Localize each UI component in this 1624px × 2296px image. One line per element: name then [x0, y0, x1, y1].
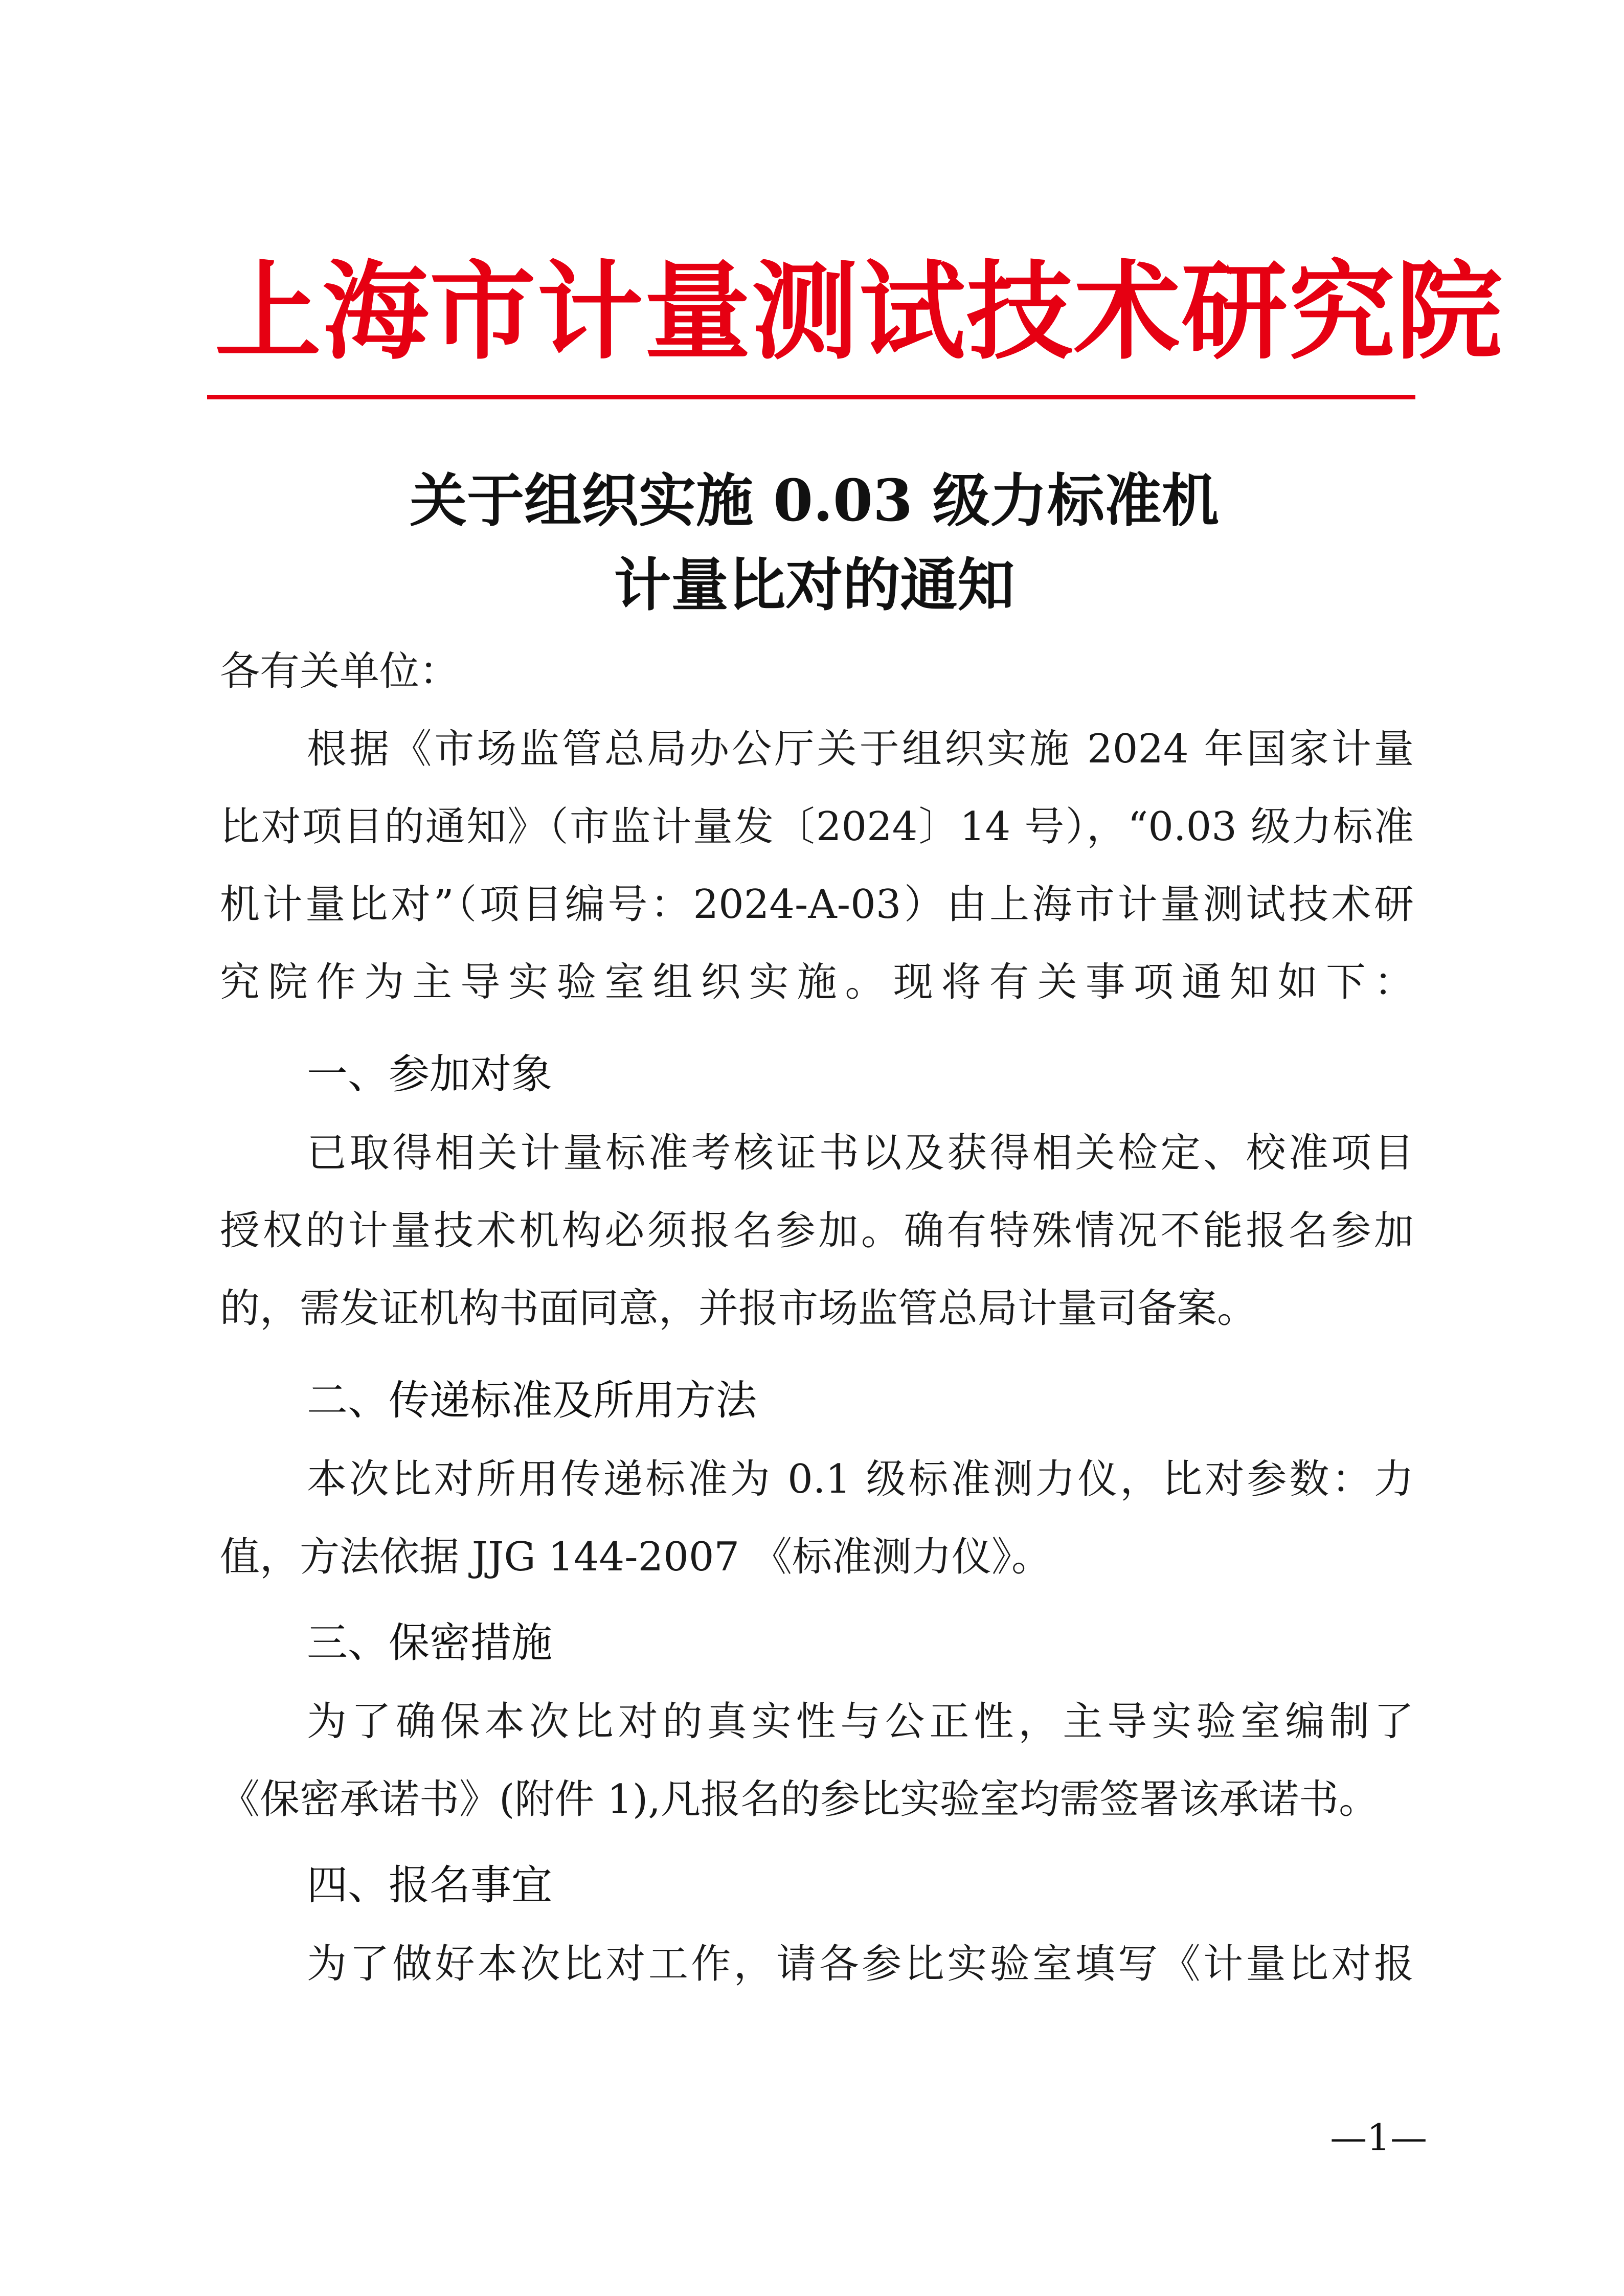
section-4-line-1: 为了做好本次比对工作，请各参比实验室填写《计量比对报 — [307, 1941, 1414, 1987]
section-heading-1: 一、参加对象 — [307, 1050, 552, 1098]
section-3-line-1: 为了确保本次比对的真实性与公正性，主导实验室编制了 — [307, 1699, 1414, 1745]
intro-line-3: 机计量比对”（项目编号：2024-A-03）由上海市计量测试技术研 — [220, 882, 1414, 928]
section-3-line-2: 《保密承诺书》(附件 1),凡报名的参比实验室均需签署该承诺书。 — [220, 1776, 1379, 1822]
section-1-line-1: 已取得相关计量标准考核证书以及获得相关检定、校准项目 — [307, 1130, 1414, 1176]
section-2-line-2: 值，方法依据 JJG 144-2007 《标准测力仪》。 — [220, 1534, 1051, 1580]
section-2-line-1: 本次比对所用传递标准为 0.1 级标准测力仪，比对参数：力 — [307, 1456, 1414, 1502]
header-red-rule — [207, 395, 1415, 399]
organization-header: 上海市计量测试技术研究院 — [215, 250, 1503, 374]
intro-line-2: 比对项目的通知》（市监计量发〔2024〕14 号），“0.03 级力标准 — [220, 804, 1414, 850]
section-1-line-3: 的，需发证机构书面同意，并报市场监管总局计量司备案。 — [220, 1286, 1257, 1332]
section-1-line-2: 授权的计量技术机构必须报名参加。确有特殊情况不能报名参加 — [220, 1208, 1414, 1254]
document-title-line-2: 计量比对的通知 — [614, 552, 1015, 619]
section-heading-4: 四、报名事宜 — [307, 1861, 552, 1909]
section-heading-3: 三、保密措施 — [307, 1619, 552, 1667]
salutation: 各有关单位： — [220, 648, 460, 694]
intro-line-4: 究院作为主导实验室组织实施。现将有关事项通知如下： — [220, 959, 1414, 1005]
page-number: —1— — [1330, 2116, 1427, 2159]
intro-line-1: 根据《市场监管总局办公厅关于组织实施 2024 年国家计量 — [307, 726, 1414, 772]
section-heading-2: 二、传递标准及所用方法 — [307, 1377, 757, 1424]
document-title-line-1: 关于组织实施 0.03 级力标准机 — [410, 467, 1219, 534]
